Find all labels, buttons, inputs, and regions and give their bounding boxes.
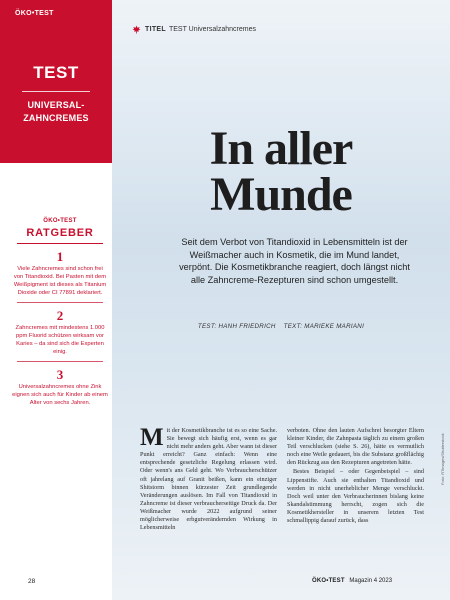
ratgeber-sidebar xyxy=(12,218,108,407)
article-main xyxy=(112,0,450,600)
headline-line2: Munde xyxy=(210,168,352,221)
tip-divider xyxy=(17,361,103,362)
article-credits xyxy=(112,323,450,330)
headline-line1: In aller xyxy=(209,122,353,175)
section-topic: TEST Universalzahncremes xyxy=(168,26,256,33)
page-number: 28 xyxy=(28,578,36,585)
tab-category-line2: ZAHNCREMES xyxy=(23,113,89,123)
body-paragraph xyxy=(140,424,277,532)
tab-divider xyxy=(22,91,90,92)
photo-credit: Foto: RTimages/Shutterstock xyxy=(440,433,445,485)
maple-leaf-icon xyxy=(132,25,141,34)
tab-brand: ÖKO•TEST xyxy=(15,10,54,17)
tip-item xyxy=(12,250,108,303)
tab-category-line1: UNIVERSAL- xyxy=(27,100,85,110)
body-column-2 xyxy=(287,427,424,532)
footer-brand: ÖKO•TEST xyxy=(312,578,345,584)
article-body xyxy=(140,424,424,532)
tip-text: Zahncremes mit mindestens 1.000 ppm Fluorid schützen wirksam vor Karies – da sind sich die Experten einig. xyxy=(15,325,105,355)
body-paragraph: verboten. Ohne den lauten Aufschrei besorgter Eltern kleiner Kinder, die Zahnpasta täglich zu einem großen Teil verschlucken (siehe S. 26), hätte es vermutlich noch eine Weile gedauert, bis die Substanz großflächig den Rückzug aus den Rezepturen angetreten hätte. xyxy=(287,427,424,467)
tip-text: Universalzahncremes ohne Zink eignen sich auch für Kinder ab einem Alter von sechs Jahren. xyxy=(12,384,108,406)
body-column-1 xyxy=(140,424,277,532)
sidebar-divider xyxy=(17,243,103,244)
tip-item xyxy=(12,309,108,362)
dropcap: M xyxy=(140,424,164,451)
tip-divider xyxy=(17,302,103,303)
sidebar-title: RATGEBER xyxy=(26,227,94,239)
tip-number: 3 xyxy=(56,367,64,382)
body-text: it der Kosmetikbranche ist es so eine Sache. Sie bewegt sich häufig erst, wenn es gar nicht mehr anders geht. Aber wann ist dieser Punkt erreicht? Ganz einfach: Wenn eine entsprechende gesetzliche Regelung erlassen wird. Oder wenn's ans Geld geht. Wo Verbraucherschützer oft jahrelang auf Granit beißen, kann ein einziger Shitstorm binnen kürzester Zeit grundlegende Veränderungen auslösen. Im Fall von Titandioxid in Zahncreme ist dieser verbraucherseitige Druck da. Der Weißmacher wurde 2022 aufgrund seiner möglicherweise erbgutverändernden Wirkung in Lebensmitteln xyxy=(140,427,277,532)
tab-label: TEST xyxy=(33,63,79,82)
tab-category xyxy=(0,99,112,125)
tip-number: 1 xyxy=(56,249,64,264)
footer-issue-text: Magazin 4 2023 xyxy=(349,578,393,584)
author-credit: TEXT: MARIEKE MARIANI xyxy=(283,323,365,330)
body-paragraph: Bestes Beispiel – oder Gegenbeispiel – sind Lippenstifte. Auch sie enthalten Titandioxid und werden in nicht unerheblicher Menge verschluckt. Doch weil unter den Verbraucherinnen bislang keine Skandalstimmung herrscht, zogen sich die Kosmetikhersteller in unserem letzten Test schmallippig darauf zurück, dass xyxy=(287,468,424,525)
section-label: TITEL xyxy=(145,26,166,33)
article-dek: Seit dem Verbot von Titandioxid in Lebensmitteln ist der Weißmacher auch in Kosmetik, die im Mund landet, verpönt. Die Kosmetikbranche reagiert, doch längst nicht alle Zahncreme-Rezepturen sind schon umgestellt. xyxy=(179,237,410,285)
headline xyxy=(112,122,450,221)
tip-number: 2 xyxy=(56,308,64,323)
section-header xyxy=(132,25,256,34)
test-credit: TEST: HANH FRIEDRICH xyxy=(197,323,276,330)
sidebar-brand: ÖKO•TEST xyxy=(43,218,77,224)
tip-text: Viele Zahncremes sind schon frei von Titandioxid. Bei Pasten mit dem Weißpigment ist dieses als Titanium Dioxide oder CI 77891 deklariert. xyxy=(13,266,107,296)
section-tab xyxy=(0,0,112,163)
footer-issue xyxy=(312,578,392,584)
tip-item xyxy=(12,368,108,407)
